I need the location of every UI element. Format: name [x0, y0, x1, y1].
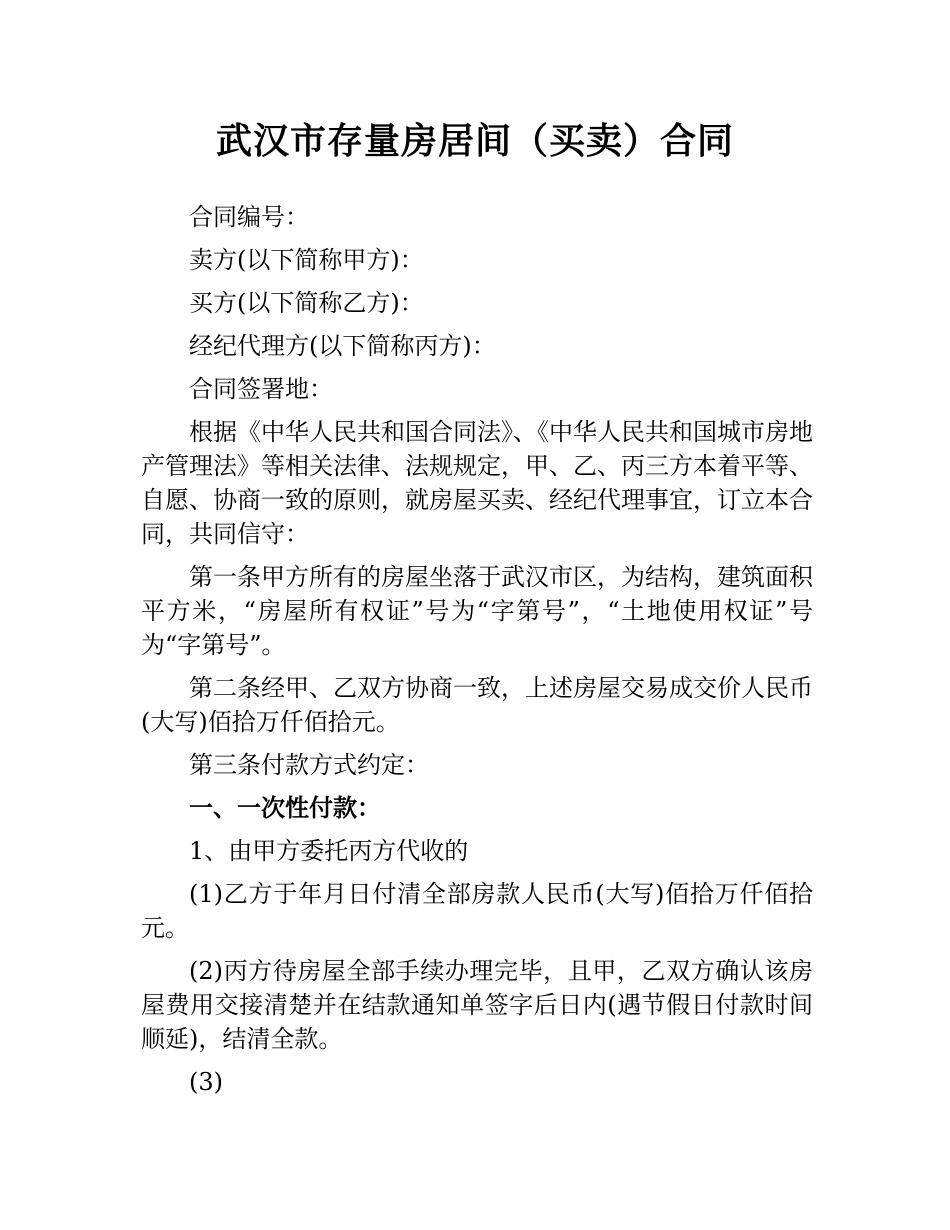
section-heading-lump-sum: 一、一次性付款： — [189, 794, 381, 822]
paragraph-article-1: 第一条甲方所有的房屋坐落于武汉市区，为结构，建筑面积平方米，“房屋所有权证”号为“字第号”，“土地使用权证”号为“字第号”。 — [141, 563, 813, 659]
paragraph-article-2: 第二条经甲、乙双方协商一致，上述房屋交易成交价人民币(大写)佰拾万仟佰拾元。 — [141, 674, 813, 736]
paragraph-signing-place: 合同签署地： — [189, 375, 333, 403]
paragraph-agent: 经纪代理方(以下简称丙方)： — [189, 332, 496, 360]
paragraph-preamble: 根据《中华人民共和国合同法》、《中华人民共和国城市房地产管理法》等相关法律、法规规定，甲、乙、丙三方本着平等、自愿、协商一致的原则，就房屋买卖、经纪代理事宜，订立本合同，共同信守： — [141, 418, 813, 548]
paragraph-subitem-2: (2)丙方待房屋全部手续办理完毕，且甲，乙双方确认该房屋费用交接清楚并在结款通知单签字后日内(遇节假日付款时间顺延)，结清全款。 — [141, 957, 813, 1053]
document-title: 武汉市存量房居间（买卖）合同 — [215, 121, 734, 162]
document-body — [141, 200, 813, 1108]
paragraph-subitem-1: (1)乙方于年月日付清全部房款人民币(大写)佰拾万仟佰拾元。 — [141, 880, 813, 942]
paragraph-subitem-3: (3) — [189, 1068, 223, 1096]
paragraph-buyer: 买方(以下简称乙方)： — [189, 289, 424, 317]
paragraph-article-3: 第三条付款方式约定： — [189, 751, 429, 779]
paragraph-item-1: 1、由甲方委托丙方代收的 — [189, 837, 469, 865]
paragraph-seller: 卖方(以下简称甲方)： — [189, 246, 424, 274]
paragraph-contract-number: 合同编号： — [189, 203, 309, 231]
